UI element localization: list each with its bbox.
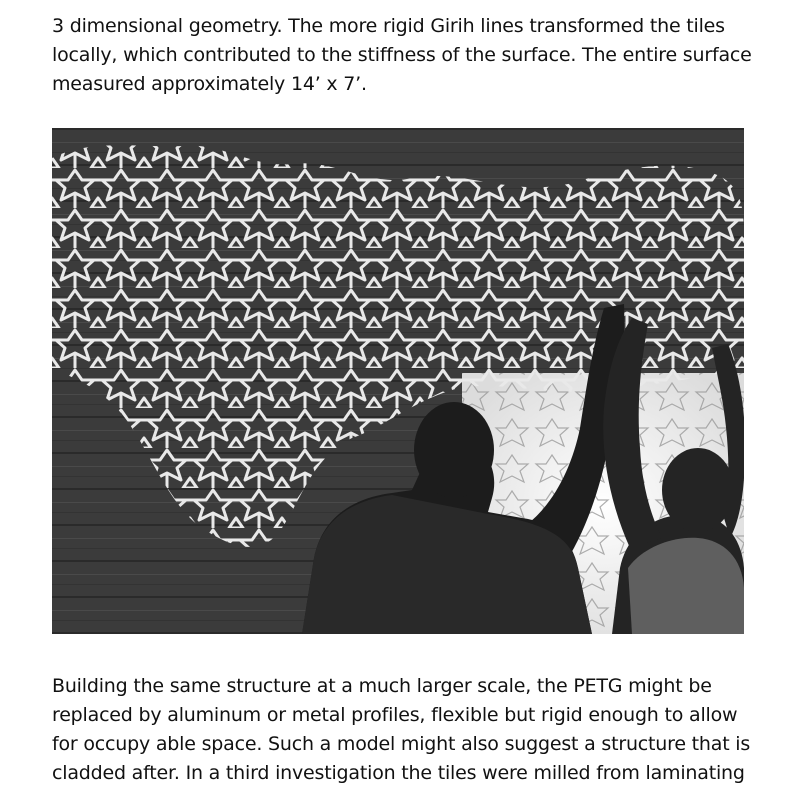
text-line: cladded after. In a third investigation the tiles were milled from laminating bbox=[52, 762, 745, 784]
girih-installation-photo bbox=[52, 128, 744, 634]
text-line: Building the same structure at a much larger scale, the PETG might be bbox=[52, 675, 712, 697]
text-line: 3 dimensional geometry. The more rigid Girih lines transformed the tiles bbox=[52, 15, 725, 37]
paragraph-top bbox=[52, 12, 752, 99]
photograph-girih-installation-icon bbox=[52, 128, 744, 634]
text-line: measured approximately 14’ x 7’. bbox=[52, 73, 367, 95]
text-line: locally, which contributed to the stiffness of the surface. The entire surface bbox=[52, 44, 752, 66]
text-line: replaced by aluminum or metal profiles, flexible but rigid enough to allow bbox=[52, 704, 738, 726]
paragraph-bottom bbox=[52, 672, 752, 788]
text-line: for occupy able space. Such a model might also suggest a structure that is bbox=[52, 733, 751, 755]
